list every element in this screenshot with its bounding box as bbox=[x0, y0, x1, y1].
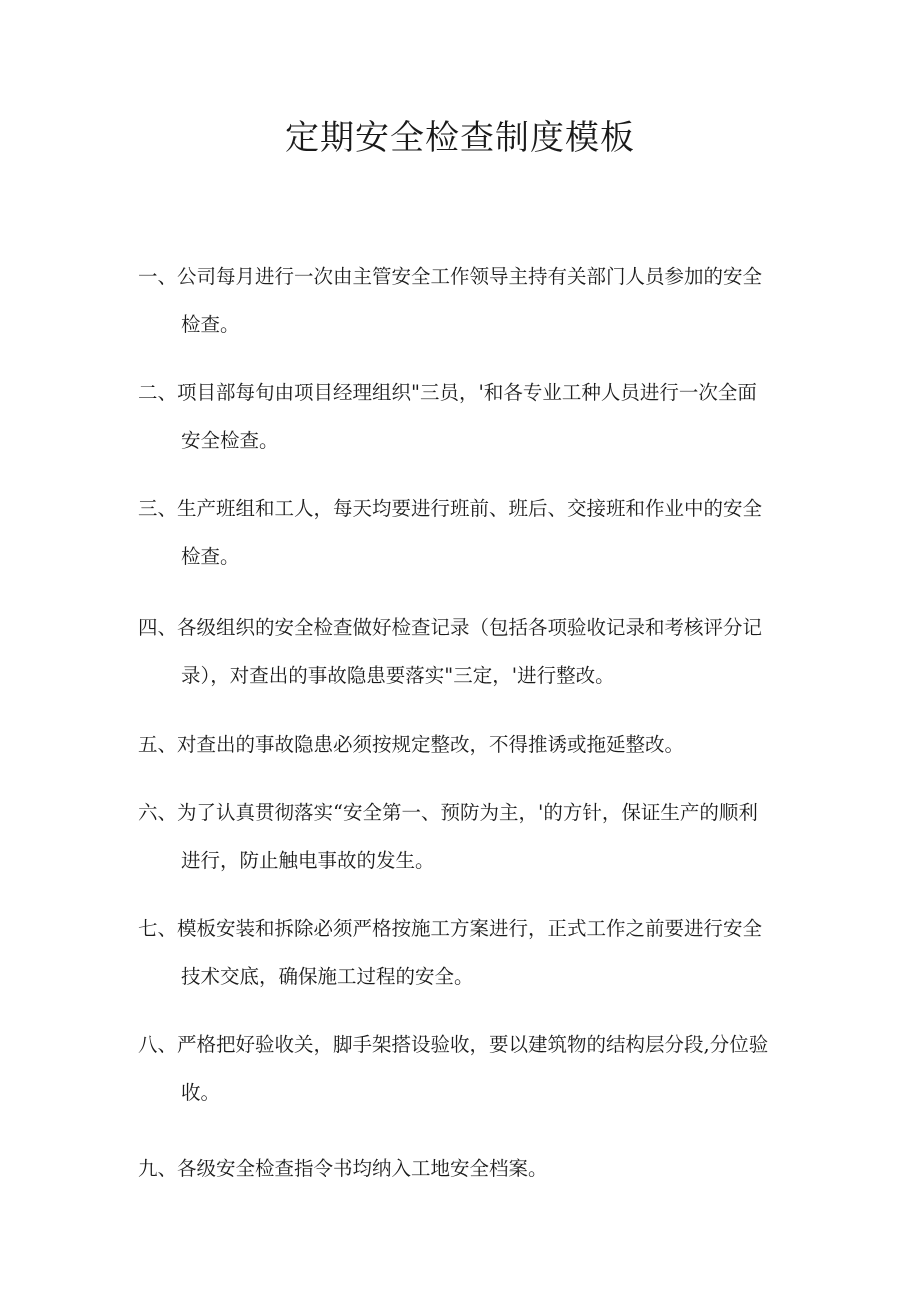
clause-continuation: 检查。 bbox=[181, 313, 240, 336]
clause-number: 七、 bbox=[138, 917, 178, 940]
clause-text: 为了认真贯彻落实“安全第一、预防为主，'的方针，保证生产的顺利 bbox=[177, 801, 758, 824]
clause-number: 八、 bbox=[138, 1033, 178, 1056]
clause-line bbox=[138, 253, 784, 301]
clause-continuation: 安全检查。 bbox=[181, 429, 279, 452]
clause-number: 九、 bbox=[138, 1157, 178, 1180]
clause-text: 生产班组和工人，每天均要进行班前、班后、交接班和作业中的安全 bbox=[177, 497, 763, 520]
clause-9 bbox=[138, 1145, 784, 1193]
clause-text: 严格把好验收关，脚手架搭设验收，要以建筑物的结构层分段,分位验 bbox=[177, 1033, 769, 1056]
clause-line bbox=[138, 721, 784, 769]
clause-8 bbox=[138, 1021, 784, 1117]
clause-number: 二、 bbox=[138, 381, 178, 404]
clause-continuation: 进行，防止触电事故的发生。 bbox=[181, 849, 435, 872]
clause-continuation: 录），对查出的事故隐患要落实"三定，'进行整改。 bbox=[181, 664, 615, 687]
clause-number: 三、 bbox=[138, 497, 178, 520]
clause-text: 项目部每旬由项目经理组织"三员，'和各专业工种人员进行一次全面 bbox=[177, 381, 757, 404]
clause-3 bbox=[138, 485, 784, 581]
clause-number: 五、 bbox=[138, 733, 178, 756]
clause-text: 各级组织的安全检查做好检查记录（包括各项验收记录和考核评分记 bbox=[177, 616, 763, 639]
clause-6 bbox=[138, 789, 784, 885]
clause-line bbox=[138, 789, 784, 837]
clause-4 bbox=[138, 604, 784, 700]
clause-continuation: 检查。 bbox=[181, 545, 240, 568]
clause-line bbox=[138, 1021, 784, 1069]
clause-line bbox=[138, 604, 784, 652]
clause-line bbox=[138, 369, 784, 417]
clause-continuation: 收。 bbox=[181, 1081, 221, 1104]
clause-text: 对查出的事故隐患必须按规定整改，不得推诱或拖延整改。 bbox=[177, 733, 685, 756]
clause-text: 各级安全检查指令书均纳入工地安全档案。 bbox=[177, 1157, 548, 1180]
clause-line bbox=[138, 485, 784, 533]
clause-number: 四、 bbox=[138, 616, 178, 639]
clause-line bbox=[138, 905, 784, 953]
clause-1 bbox=[138, 253, 784, 349]
clause-5 bbox=[138, 721, 784, 769]
clause-text: 模板安装和拆除必须严格按施工方案进行，正式工作之前要进行安全 bbox=[177, 917, 763, 940]
clause-number: 六、 bbox=[138, 801, 178, 824]
clause-line bbox=[138, 1145, 784, 1193]
clause-number: 一、 bbox=[138, 265, 178, 288]
clause-7 bbox=[138, 905, 784, 1001]
clause-text: 公司每月进行一次由主管安全工作领导主持有关部门人员参加的安全 bbox=[177, 265, 763, 288]
clause-continuation: 技术交底，确保施工过程的安全。 bbox=[181, 965, 474, 988]
clause-2 bbox=[138, 369, 784, 465]
document-title: 定期安全检查制度模板 bbox=[285, 118, 635, 158]
